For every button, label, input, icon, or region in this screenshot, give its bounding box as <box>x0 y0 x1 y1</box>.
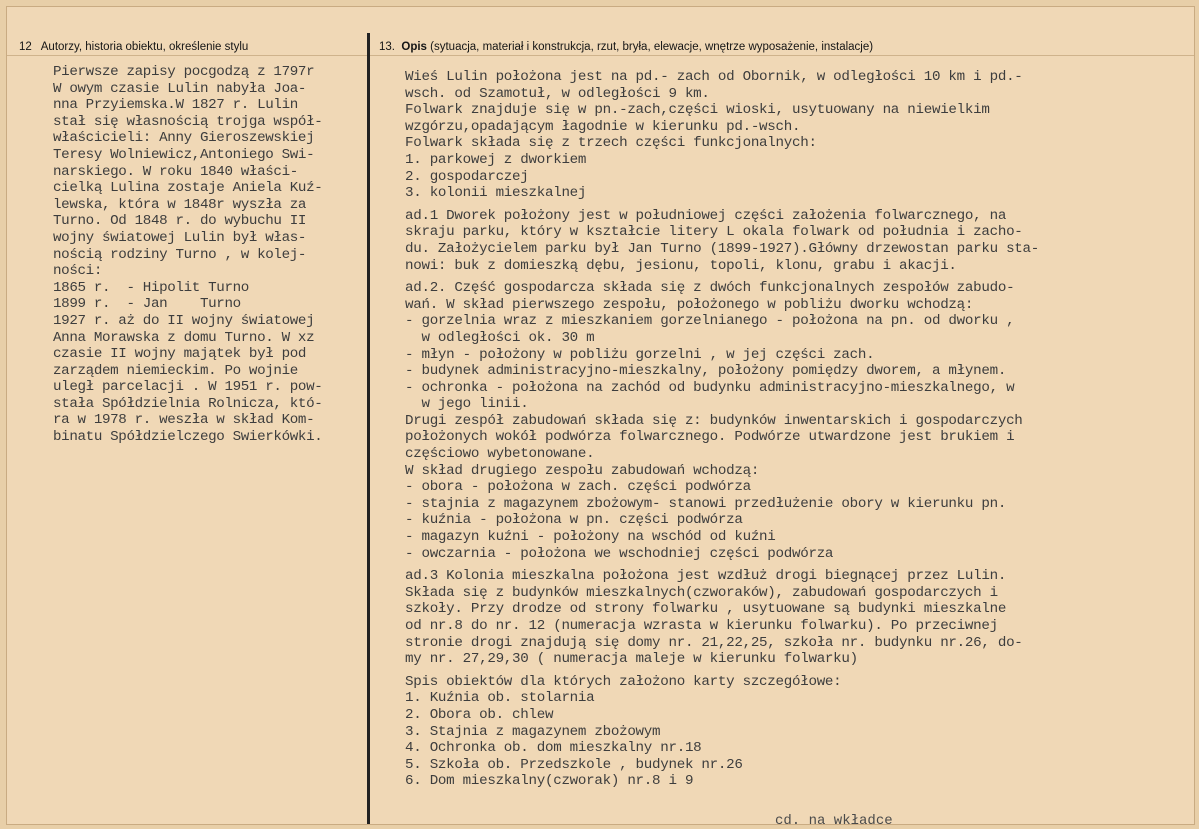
description-line: w odległości ok. 30 m <box>405 329 595 346</box>
history-line: zarządem niemieckim. Po wojnie <box>53 362 298 379</box>
description-line: częściowo wybetonowane. <box>405 446 595 463</box>
description-line: Folwark znajduje się w pn.-zach,części wioski, usytuowany na niewielkim <box>405 102 990 119</box>
description-line: - magazyn kuźni - położony na wschód od kuźni <box>405 529 776 546</box>
history-line: Turno. Od 1848 r. do wybuchu II <box>53 213 307 230</box>
description-line: - obora - położona w zach. części podwórza <box>405 479 751 496</box>
description-line: - gorzelnia wraz z mieszkaniem gorzelnianego - położona na pn. od dworku , <box>405 313 1015 330</box>
history-line: 1865 r. - Hipolit Turno <box>53 279 249 296</box>
history-line: Anna Morawska z domu Turno. W xz <box>53 329 315 346</box>
history-line: cielką Lulina zostaje Aniela Kuź- <box>53 180 323 197</box>
description-line: - kuźnia - położona w pn. części podwórza <box>405 512 743 529</box>
history-line: W owym czasie Lulin nabyła Joa- <box>53 80 307 97</box>
inventory-card <box>6 6 1195 829</box>
column-divider <box>367 33 370 824</box>
description-text <box>405 69 1039 790</box>
description-line: - stajnia z magazynem zbożowym- stanowi przedłużenie obory w kierunku pn. <box>405 495 1007 512</box>
description-line: wsch. od Szamotuł, w odległości 9 km. <box>405 85 710 102</box>
description-line: 1. Kuźnia ob. stolarnia <box>405 690 595 707</box>
section-13-title: Opis <box>401 41 427 53</box>
history-line: binatu Spółdzielczego Swierkówki. <box>53 429 323 446</box>
section-13-number: 13. <box>379 41 395 53</box>
description-line: 4. Ochronka ob. dom mieszkalny nr.18 <box>405 740 702 757</box>
description-line: Spis obiektów dla których założono karty szczegółowe: <box>405 673 842 690</box>
history-line: wojny światowej Lulin był włas- <box>53 229 307 246</box>
description-line: 2. Obora ob. chlew <box>405 706 554 723</box>
history-line: stał się własnością trojga współ- <box>53 113 323 130</box>
description-line: w jego linii. <box>405 396 529 413</box>
history-line: ności: <box>53 263 102 280</box>
description-line: 2. gospodarczej <box>405 168 529 185</box>
description-line: my nr. 27,29,30 ( numeracja maleje w kierunku folwarku) <box>405 651 858 668</box>
description-line: ad.1 Dworek położony jest w południowej części założenia folwarcznego, na <box>405 207 1007 224</box>
description-line: wań. W skład pierwszego zespołu, położonego w pobliżu dworku wchodzą: <box>405 296 974 313</box>
description-line: od nr.8 do nr. 12 (numeracja wzrasta w kierunku folwarku). Po przeciwnej <box>405 618 998 634</box>
description-line: 3. kolonii mieszkalnej <box>405 185 587 202</box>
history-line: 1927 r. aż do II wojny światowej <box>53 312 315 329</box>
description-line: ad.3 Kolonia mieszkalna położona jest wzdłuż drogi biegnącej przez Lulin. <box>405 568 1007 585</box>
continued-note: cd. na wkładce <box>775 813 893 829</box>
description-line: 3. Stajnia z magazynem zbożowym <box>405 723 661 740</box>
description-line: Wieś Lulin położona jest na pd.- zach od Obornik, w odległości 10 km i pd.- <box>405 69 1023 85</box>
description-line: nowi: buk z domieszką dębu, jesionu, topoli, klonu, grabu i akacji. <box>405 257 957 274</box>
description-line: Drugi zespół zabudowań składa się z: budynków inwentarskich i gospodarczych <box>405 412 1023 429</box>
history-line: narskiego. W roku 1840 właści- <box>53 163 298 180</box>
description-line: szkoły. Przy drodze od strony folwarku , usytuowane są budynki mieszkalne <box>405 601 1007 618</box>
history-line: lewska, która w 1848r wyszła za <box>53 196 307 213</box>
description-line: Składa się z budynków mieszkalnych(czworaków), zabudowań gospodarczych i <box>405 584 998 601</box>
history-line: stała Spółdzielnia Rolnicza, któ- <box>53 395 323 412</box>
history-line: właścicieli: Anny Gieroszewskiej <box>53 130 315 147</box>
section-12-header <box>19 41 248 53</box>
description-line: 1. parkowej z dworkiem <box>405 151 587 168</box>
section-13-subtitle: (sytuacja, materiał i konstrukcja, rzut, bryła, elewacje, wnętrze wyposażenie, instalacje) <box>430 41 874 53</box>
description-line: położonych wokół podwórza folwarcznego. Podwórze utwardzone jest brukiem i <box>405 429 1015 446</box>
history-line: ra w 1978 r. weszła w skład Kom- <box>53 412 315 429</box>
history-line: nością rodziny Turno , w kolej- <box>53 246 307 263</box>
history-line: uległ parcelacji . W 1951 r. pow- <box>53 379 323 396</box>
history-line: Pierwsze zapisy pocgodzą z 1797r <box>53 64 315 80</box>
description-line: - ochronka - położona na zachód od budynku administracyjno-mieszkalnego, w <box>405 379 1015 396</box>
description-line: skraju parku, który w kształcie litery L okala folwark od południa i zacho- <box>405 224 1023 241</box>
description-line: ad.2. Część gospodarcza składa się z dwóch funkcjonalnych zespołów zabudo- <box>405 280 1015 297</box>
description-line: wzgórzu,opadającym łagodnie w kierunku pd.-wsch. <box>405 118 801 135</box>
description-line: stronie drogi znajdują się domy nr. 21,22,25, szkoła nr. budynku nr.26, do- <box>405 634 1023 651</box>
history-text <box>53 64 322 446</box>
description-line: - budynek administracyjno-mieszkalny, położony pomiędzy dworem, a młynem. <box>405 363 1007 380</box>
description-line: 5. Szkoła ob. Przedszkole , budynek nr.26 <box>405 756 743 773</box>
history-line: 1899 r. - Jan Turno <box>53 296 241 313</box>
description-line: W skład drugiego zespołu zabudowań wchodzą: <box>405 462 760 479</box>
description-line: - młyn - położony w pobliżu gorzelni , w jej części zach. <box>405 346 875 363</box>
description-line: du. Założycielem parku był Jan Turno (1899-1927).Główny drzewostan parku sta- <box>405 240 1040 257</box>
description-line: 6. Dom mieszkalny(czworak) nr.8 i 9 <box>405 773 694 790</box>
section-13-header <box>379 41 873 53</box>
description-line: - owczarnia - położona we wschodniej części podwórza <box>405 545 834 562</box>
section-12-number: 12 <box>19 41 32 53</box>
header-divider <box>7 55 1194 56</box>
description-line: Folwark składa się z trzech części funkcjonalnych: <box>405 135 817 152</box>
section-12-title: Autorzy, historia obiektu, określenie stylu <box>40 41 249 53</box>
history-line: nna Przyiemska.W 1827 r. Lulin <box>53 97 298 114</box>
history-line: czasie II wojny majątek był pod <box>53 346 307 363</box>
history-line: Teresy Wolniewicz,Antoniego Swi- <box>53 146 315 163</box>
